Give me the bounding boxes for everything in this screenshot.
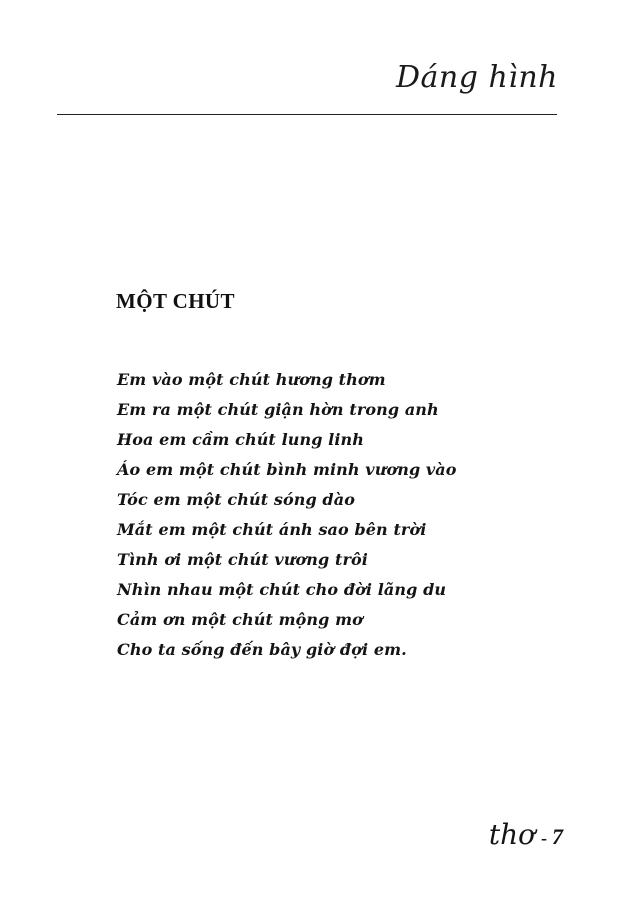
poem-line: Áo em một chút bình minh vương vào — [117, 460, 457, 479]
page-footer — [489, 818, 563, 851]
header-rule — [57, 114, 557, 115]
poem-body — [117, 365, 457, 665]
poem-title: MỘT CHÚT — [116, 289, 235, 313]
poem-line: Hoa em cầm chút lung linh — [117, 430, 365, 449]
page-number: 7 — [552, 824, 563, 849]
running-header-title: Dáng hình — [395, 60, 558, 95]
poem-line: Tóc em một chút sóng dào — [117, 490, 355, 509]
poem-line: Mắt em một chút ánh sao bên trời — [117, 520, 427, 539]
poem-line: Tình ơi một chút vương trôi — [117, 550, 368, 569]
footer-section-word: thơ — [488, 818, 535, 851]
footer-separator: - — [541, 828, 547, 848]
poem-line: Cho ta sống đến bây giờ đợi em. — [117, 640, 407, 659]
poem-line: Em ra một chút giận hờn trong anh — [117, 400, 439, 419]
poem-line: Em vào một chút hương thơm — [117, 370, 386, 389]
poem-line: Cảm ơn một chút mộng mơ — [117, 610, 363, 629]
poem-line: Nhìn nhau một chút cho đời lãng du — [117, 580, 447, 599]
